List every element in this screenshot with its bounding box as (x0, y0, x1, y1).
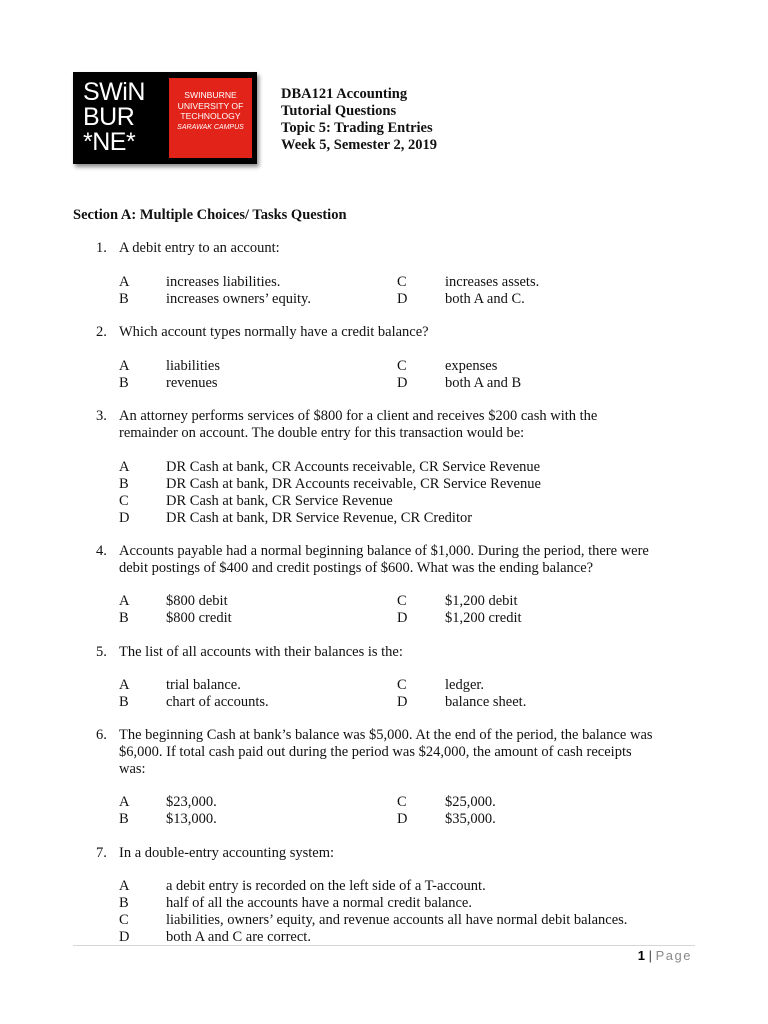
option-letter: D (119, 510, 130, 526)
option-letter: A (119, 459, 130, 475)
option-text: $13,000. (166, 811, 217, 827)
option-letter: A (119, 358, 130, 374)
option-text: trial balance. (166, 677, 241, 693)
option-letter: A (119, 593, 130, 609)
option-text: DR Cash at bank, DR Service Revenue, CR Creditor (166, 510, 473, 526)
option-letter: C (397, 593, 407, 609)
header-line: DBA121 Accounting (281, 86, 408, 102)
option-text: a debit entry is recorded on the left side of a T-account. (166, 878, 486, 894)
page-separator: | (648, 948, 652, 963)
option-text: increases owners’ equity. (166, 291, 311, 307)
option-text: liabilities, owners’ equity, and revenue accounts all have normal debit balances. (166, 912, 628, 928)
university-logo (73, 72, 257, 164)
section-title: Section A: Multiple Choices/ Tasks Question (73, 207, 347, 223)
question-text (119, 408, 696, 442)
option-letter: B (119, 694, 129, 710)
question-text (119, 727, 696, 778)
question-text (119, 240, 696, 257)
option-text: DR Cash at bank, CR Accounts receivable, CR Service Revenue (166, 459, 541, 475)
question-number: 5. (96, 644, 107, 660)
option-text: liabilities (166, 358, 220, 374)
question-number: 4. (96, 543, 107, 559)
option-letter: B (119, 811, 129, 827)
option-letter: B (119, 375, 129, 391)
option-text: DR Cash at bank, DR Accounts receivable, CR Service Revenue (166, 476, 541, 492)
option-text: chart of accounts. (166, 694, 269, 710)
logo-text-line: TECHNOLOGY (180, 111, 241, 121)
option-text: $800 credit (166, 610, 232, 626)
logo-text-line: UNIVERSITY OF (177, 100, 244, 111)
page-number-value: 1 (637, 948, 645, 963)
header-line: Topic 5: Trading Entries (281, 120, 433, 136)
question-line: Accounts payable had a normal beginning balance of $1,000. During the period, there were (119, 543, 649, 559)
question-5 (96, 644, 696, 661)
question-line: In a double-entry accounting system: (119, 845, 335, 861)
option-letter: D (397, 375, 408, 391)
option-letter: A (119, 878, 130, 894)
option-letter: A (119, 274, 130, 290)
option-letter: C (119, 912, 129, 928)
question-line: The beginning Cash at bank’s balance was $5,000. At the end of the period, the balance was (119, 727, 653, 743)
option-letter: D (397, 291, 408, 307)
option-text: ledger. (445, 677, 485, 693)
option-text: both A and B (445, 375, 522, 391)
question-line: The list of all accounts with their balances is the: (119, 644, 403, 660)
logo-wordmark-line: SWiN (83, 78, 145, 106)
option-text: half of all the accounts have a normal credit balance. (166, 895, 472, 911)
question-1 (96, 240, 696, 257)
question-line: was: (119, 761, 146, 777)
question-number: 1. (96, 240, 107, 256)
header-line: Tutorial Questions (281, 103, 397, 119)
logo-wordmark (83, 80, 169, 155)
option-letter: D (397, 811, 408, 827)
logo-red-panel (169, 78, 252, 158)
option-letter: A (119, 794, 130, 810)
question-2 (96, 324, 696, 341)
option-text: $25,000. (445, 794, 496, 810)
option-text: DR Cash at bank, CR Service Revenue (166, 493, 393, 509)
question-line: An attorney performs services of $800 for a client and receives $200 cash with the (119, 408, 598, 424)
option-letter: D (397, 694, 408, 710)
question-line: A debit entry to an account: (119, 240, 280, 256)
question-4 (96, 543, 696, 577)
option-text: revenues (166, 375, 218, 391)
logo-campus: SARAWAK CAMPUS (177, 123, 244, 131)
question-line: debit postings of $400 and credit postings of $600. What was the ending balance? (119, 560, 594, 576)
question-6 (96, 727, 696, 778)
option-text: increases assets. (445, 274, 540, 290)
option-letter: D (397, 610, 408, 626)
option-letter: A (119, 677, 130, 693)
option-letter: B (119, 476, 129, 492)
option-text: balance sheet. (445, 694, 527, 710)
page-number (638, 948, 692, 963)
question-text (119, 644, 696, 661)
option-text: $1,200 debit (445, 593, 518, 609)
option-letter: B (119, 895, 129, 911)
question-text (119, 845, 696, 862)
question-text (119, 324, 696, 341)
option-text: $23,000. (166, 794, 217, 810)
logo-wordmark-line: *NE* (83, 128, 136, 156)
option-letter: D (119, 929, 130, 945)
question-3 (96, 408, 696, 442)
question-line: remainder on account. The double entry for this transaction would be: (119, 425, 525, 441)
option-text: increases liabilities. (166, 274, 281, 290)
option-letter: C (397, 274, 407, 290)
option-text: $35,000. (445, 811, 496, 827)
option-text: both A and C are correct. (166, 929, 311, 945)
question-line: $6,000. If total cash paid out during the period was $24,000, the amount of cash receipts (119, 744, 632, 760)
option-letter: B (119, 610, 129, 626)
page-word: Page (655, 948, 692, 963)
option-letter: C (119, 493, 129, 509)
question-number: 7. (96, 845, 107, 861)
question-number: 2. (96, 324, 107, 340)
option-text: $800 debit (166, 593, 228, 609)
question-number: 3. (96, 408, 107, 424)
footer-divider (73, 945, 695, 946)
question-text (119, 543, 696, 577)
option-letter: C (397, 677, 407, 693)
option-text: expenses (445, 358, 498, 374)
option-letter: C (397, 358, 407, 374)
question-line: Which account types normally have a credit balance? (119, 324, 429, 340)
logo-text-line: SWINBURNE (184, 90, 237, 100)
option-letter: C (397, 794, 407, 810)
option-text: $1,200 credit (445, 610, 522, 626)
document-header (281, 86, 437, 154)
question-7 (96, 845, 696, 862)
question-number: 6. (96, 727, 107, 743)
header-line: Week 5, Semester 2, 2019 (281, 137, 437, 153)
logo-wordmark-line: BUR (83, 103, 135, 131)
option-letter: B (119, 291, 129, 307)
option-text: both A and C. (445, 291, 525, 307)
